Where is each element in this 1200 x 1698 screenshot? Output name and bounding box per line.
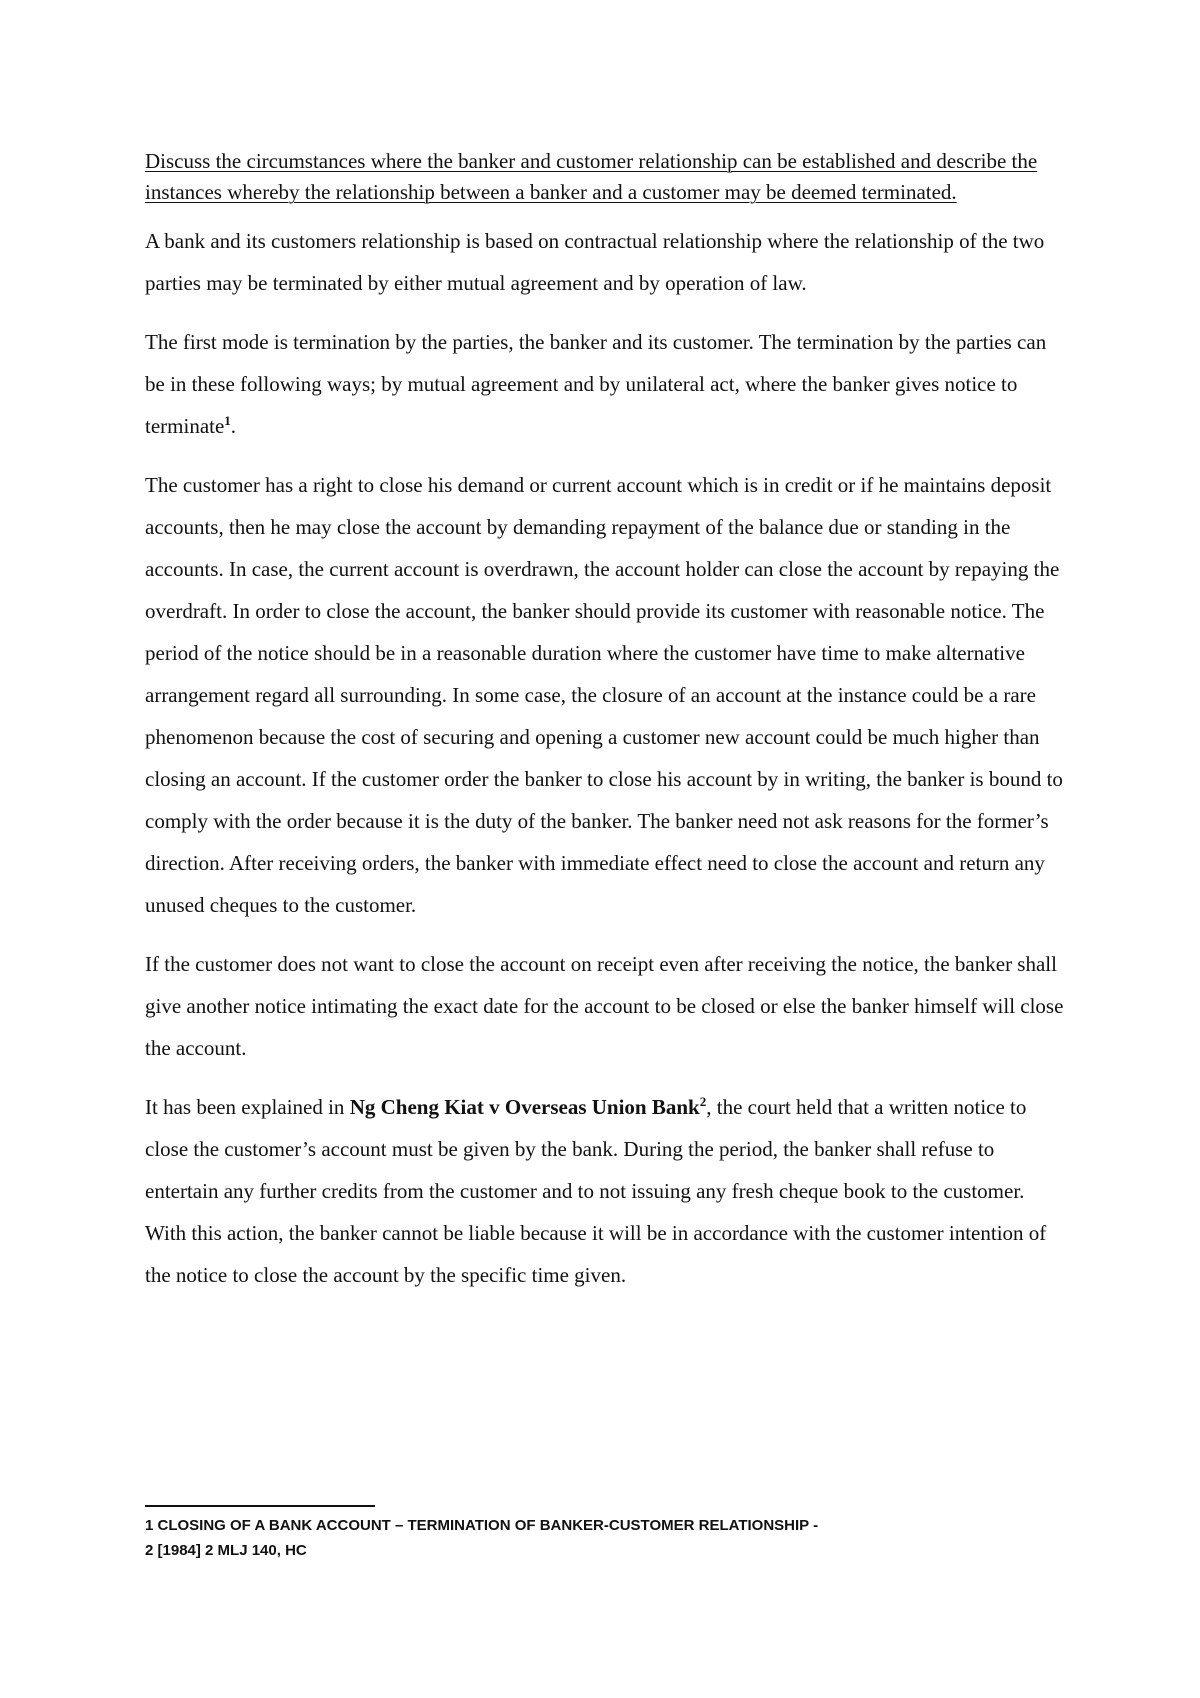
- paragraph-5-rest: , the court held that a written notice to close the customer’s account must be given by the bank. During the period, the banker shall refuse to entertain any further credits from the customer and to not issuing any fresh cheque book to the customer. With this action, the banker cannot be liable because it will be in accordance with the customer intention of the notice to close the account by the specific time given.: [145, 1095, 1047, 1287]
- essay-question-heading: Discuss the circumstances where the banker and customer relationship can be established and describe the instances whereby the relationship between a banker and a customer may be deemed terminated.: [145, 149, 1038, 204]
- footnote-2: 2 [1984] 2 MLJ 140, HC: [145, 1542, 307, 1559]
- document-body: [145, 146, 1065, 1313]
- paragraph-1: A bank and its customers relationship is based on contractual relationship where the relationship of the two parties may be terminated by either mutual agreement and by operation of law.: [145, 229, 1045, 295]
- paragraph-2-text: The first mode is termination by the parties, the banker and its customer. The termination by the parties can be in these following ways; by mutual agreement and by unilateral act, where the banker gives notice to terminate: [145, 330, 1047, 438]
- footnote-separator: [145, 1505, 375, 1507]
- paragraph-5-intro: It has been explained in: [145, 1095, 350, 1119]
- paragraph-4: If the customer does not want to close the account on receipt even after receiving the notice, the banker shall give another notice intimating the exact date for the account to be closed or else the banker himself will close the account.: [145, 952, 1064, 1060]
- footnote-ref-1: 1: [224, 413, 231, 428]
- case-name: Ng Cheng Kiat v Overseas Union Bank: [349, 1095, 700, 1119]
- paragraph-2-end: .: [230, 414, 237, 438]
- paragraph-5: [145, 1086, 1065, 1296]
- footnote-ref-2: 2: [699, 1094, 707, 1109]
- footnote-1: 1 CLOSING OF A BANK ACCOUNT – TERMINATION OF BANKER-CUSTOMER RELATIONSHIP -: [145, 1517, 819, 1534]
- paragraph-3: The customer has a right to close his demand or current account which is in credit or if he maintains deposit accounts, then he may close the account by demanding repayment of the balance due or standing in the accounts. In case, the current account is overdrawn, the account holder can close the account by repaying the overdraft. In order to close the account, the banker should provide its customer with reasonable notice. The period of the notice should be in a reasonable duration where the customer have time to make alternative arrangement regard all surrounding. In some case, the closure of an account at the instance could be a rare phenomenon because the cost of securing and opening a customer new account could be much higher than closing an account. If the customer order the banker to close his account by in writing, the banker is bound to comply with the order because it is the duty of the banker. The banker need not ask reasons for the former’s direction. After receiving orders, the banker with immediate effect need to close the account and return any unused cheques to the customer.: [145, 473, 1063, 917]
- paragraph-2: [145, 321, 1065, 447]
- footnotes: [145, 1513, 1065, 1563]
